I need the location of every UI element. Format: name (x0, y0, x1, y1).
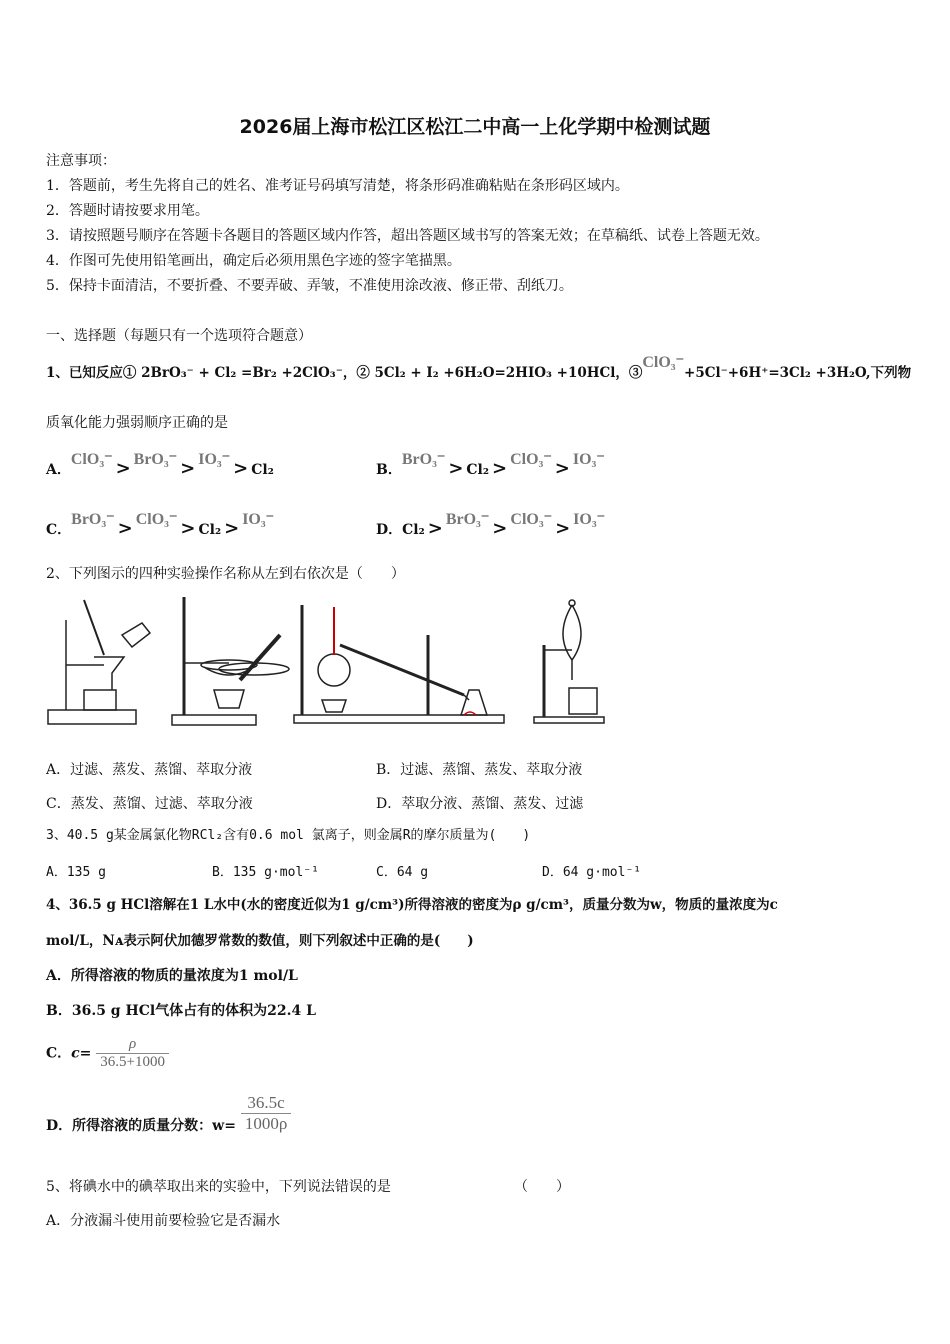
page-title: 2026届上海市松江区松江二中高一上化学期中检测试题 (239, 116, 711, 138)
chemical-species: Cl₂ (402, 522, 425, 538)
q1-stem-line2: 质氧化能力强弱顺序正确的是 (46, 415, 228, 431)
q4-option-c (46, 1036, 169, 1071)
numerator: 36.5c (241, 1093, 291, 1114)
notice-item: 1．答题前，考生先将自己的姓名、准考证号码填写清楚，将条形码准确粘贴在条形码区域内。 (46, 178, 629, 194)
option-label: C． (46, 522, 72, 538)
chemical-species: BrO₃⁻ (133, 451, 178, 468)
q4-stem-line1: 4、36.5 g HCl溶解在1 L水中(水的密度近似为1 g/cm³)所得溶液的密度为ρ g/cm³，质量分数为w，物质的量浓度为c (46, 897, 778, 913)
formula-variable: c= (71, 1045, 92, 1062)
greater-than-sign: > (115, 458, 131, 479)
q2-option-c: C．蒸发、蒸馏、过滤、萃取分液 (46, 796, 253, 812)
q1-stem-line1 (46, 354, 912, 383)
q1-option-c (46, 511, 275, 539)
chemical-species: Cl₂ (251, 462, 274, 478)
greater-than-sign: > (554, 458, 570, 479)
chemical-species: IO₃⁻ (573, 511, 606, 528)
option-label: D．所得溶液的质量分数：w= (46, 1117, 236, 1134)
notice-item: 4．作图可先使用铅笔画出，确定后必须用黑色字迹的签字笔描黑。 (46, 253, 461, 269)
denominator: 1000ρ (244, 1114, 288, 1133)
q4-option-a: A．所得溶液的物质的量浓度为1 mol/L (46, 968, 298, 984)
q1-ion-image: ClO₃⁻ (642, 354, 685, 371)
q3-option-c: C．64 g (376, 865, 429, 880)
chemical-species: IO₃⁻ (242, 511, 275, 528)
q1-option-a (46, 451, 274, 479)
q5-stem: 5、将碘水中的碘萃取出来的实验中，下列说法错误的是 (46, 1179, 391, 1195)
q1-stem-part: +5Cl⁻+6H⁺=3Cl₂ +3H₂O,下列物 (684, 365, 912, 381)
option-label: D． (376, 522, 403, 538)
q3-option-a: A．135 g (46, 865, 106, 880)
greater-than-sign: > (492, 518, 508, 539)
chemical-species: IO₃⁻ (198, 451, 231, 468)
option-label: B． (376, 462, 402, 478)
option-label: C． (46, 1045, 72, 1062)
distillation-apparatus (294, 605, 504, 723)
separatory-funnel-apparatus (534, 600, 604, 723)
greater-than-sign: > (180, 518, 196, 539)
notice-item: 5．保持卡面清洁，不要折叠、不要弄破、弄皱，不准使用涂改液、修正带、刮纸刀。 (46, 278, 573, 294)
chemical-species: ClO₃⁻ (510, 451, 552, 468)
q3-stem: 3、40.5 g某金属氯化物RCl₂含有0.6 mol 氯离子，则金属R的摩尔质量为( ) (46, 828, 531, 843)
greater-than-sign: > (180, 458, 196, 479)
q5-option-a: A．分液漏斗使用前要检验它是否漏水 (46, 1213, 281, 1229)
chemical-species: ClO₃⁻ (510, 511, 553, 528)
q3-option-b: B．135 g·mol⁻¹ (212, 865, 319, 880)
q1-option-b (376, 451, 605, 479)
q4-stem-line2: mol/L，Nᴀ表示阿伏加德罗常数的数值，则下列叙述中正确的是( ) (46, 933, 474, 949)
notice-item: 2．答题时请按要求用笔。 (46, 203, 209, 219)
greater-than-sign: > (555, 518, 571, 539)
numerator: ρ (96, 1036, 169, 1054)
section-heading: 一、选择题（每题只有一个选项符合题意） (46, 328, 312, 344)
chemical-species: ClO₃⁻ (70, 451, 113, 468)
chemical-species: Cl₂ (466, 462, 489, 478)
q4-option-b: B．36.5 g HCl气体占有的体积为22.4 L (46, 1003, 316, 1019)
greater-than-sign: > (117, 518, 133, 539)
q3-option-d: D．64 g·mol⁻¹ (542, 865, 642, 880)
fraction (96, 1036, 169, 1071)
chemical-species: IO₃⁻ (572, 451, 605, 468)
q4-option-d (46, 1093, 291, 1134)
greater-than-sign: > (233, 458, 249, 479)
chemical-species: ClO₃⁻ (135, 511, 178, 528)
notice-heading: 注意事项： (46, 153, 116, 169)
lab-apparatus-figure (44, 595, 614, 730)
q5-answer-paren: （ ） (514, 1179, 570, 1195)
notice-item: 3．请按照题号顺序在答题卡各题目的答题区域内作答，超出答题区域书写的答案无效；在草稿纸、试卷上答题无效。 (46, 228, 769, 244)
chemical-species: Cl₂ (198, 522, 222, 538)
greater-than-sign: > (427, 518, 443, 539)
q2-option-d: D．萃取分液、蒸馏、蒸发、过滤 (376, 796, 584, 812)
evaporation-apparatus (172, 597, 289, 725)
fraction (241, 1093, 291, 1134)
q2-option-a: A．过滤、蒸发、蒸馏、萃取分液 (46, 762, 253, 778)
filtration-apparatus (48, 600, 150, 724)
chemical-species: BrO₃⁻ (445, 511, 490, 528)
chemical-species: BrO₃⁻ (71, 511, 115, 528)
q2-stem: 2、下列图示的四种实验操作名称从左到右依次是（ ） (46, 566, 405, 582)
denominator: 36.5+1000 (100, 1054, 166, 1070)
q1-option-d (376, 511, 606, 539)
greater-than-sign: > (492, 458, 508, 479)
option-label: A． (46, 462, 71, 478)
q2-option-b: B．过滤、蒸馏、蒸发、萃取分液 (376, 762, 583, 778)
greater-than-sign: > (224, 518, 240, 539)
q1-stem-part: 1、已知反应① 2BrO₃⁻ + Cl₂ =Br₂ +2ClO₃⁻，② 5Cl₂ + I₂ +6H₂O=2HIO₃ +10HCl，③ (46, 365, 643, 381)
chemical-species: BrO₃⁻ (401, 451, 446, 468)
greater-than-sign: > (448, 458, 464, 479)
